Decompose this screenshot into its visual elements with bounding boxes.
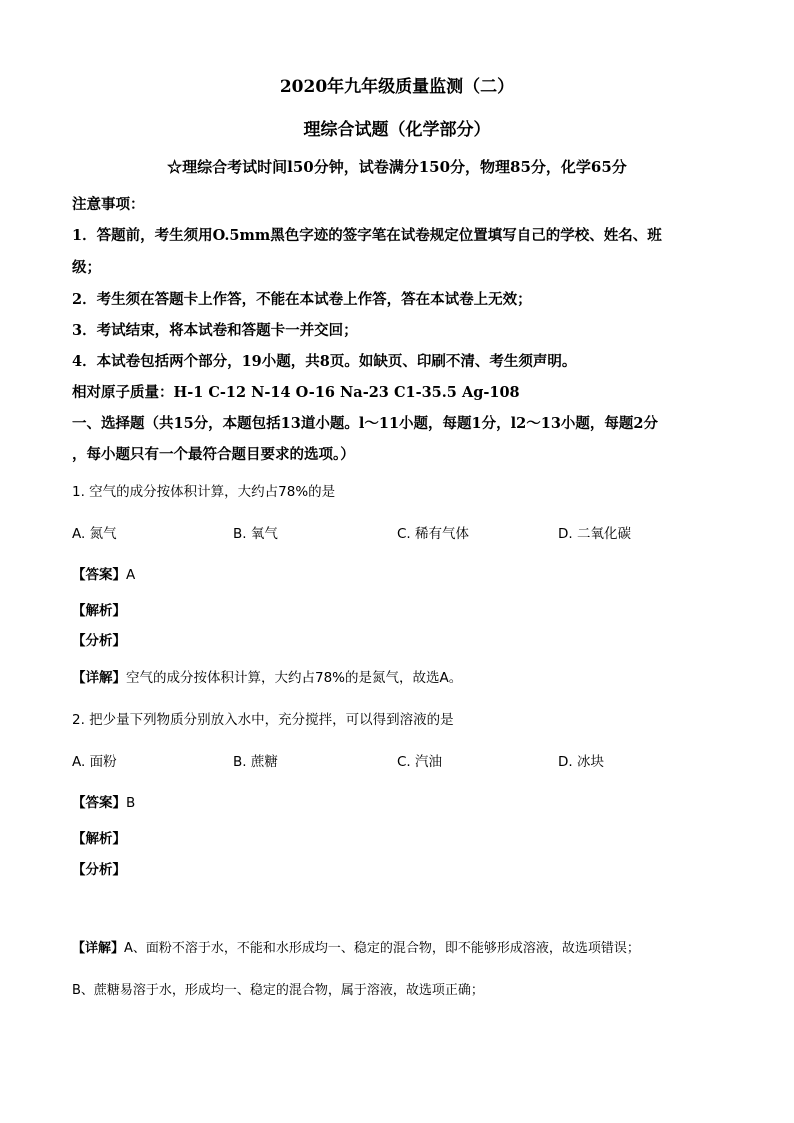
notice-item-2: 2．考生须在答题卡上作答，不能在本试卷上作答，答在本试卷上无效； [72,291,532,308]
q2-option-a: A. 面粉 [72,754,117,770]
q2-detail [72,937,640,956]
q1-jiexi-tag: 【解析】 [72,603,126,619]
q2-option-c: C. 汽油 [397,754,443,770]
q1-fenxi-tag: 【分析】 [72,633,126,649]
detail-text: A、面粉不溶于水，不能和水形成均一、稳定的混合物，即不能够形成溶液，故选项错误； [124,941,640,956]
notice-item-3: 3．考试结束，将本试卷和答题卡一并交回； [72,322,358,339]
exam-subtitle: 理综合试题（化学部分） [303,120,491,140]
q1-stem: 1. 空气的成分按体积计算，大约占78%的是 [72,484,336,500]
q2-option-d: D. 冰块 [558,754,604,770]
notice-item-1b: 级； [72,259,101,276]
q1-option-b: B. 氧气 [233,526,278,542]
answer-tag: 【答案】 [72,567,126,583]
answer-value: B [126,795,136,811]
answer-tag: 【答案】 [72,795,126,811]
exam-info: ☆理综合考试时间l50分钟，试卷满分150分，物理85分，化学65分 [167,158,627,176]
q2-answer [72,791,135,811]
q2-stem: 2. 把少量下列物质分别放入水中，充分搅拌，可以得到溶液的是 [72,712,454,728]
q1-detail [72,666,462,686]
q1-option-d: D. 二氧化碳 [558,526,631,542]
q1-option-a: A. 氮气 [72,526,117,542]
notice-item-1a: 1．答题前，考生须用O.5mm黑色字迹的签字笔在试卷规定位置填写自己的学校、姓名、班 [72,227,662,244]
q2-fenxi-tag: 【分析】 [72,862,126,878]
section-heading-1: 一、选择题（共15分，本题包括13道小题。l～11小题，每题1分，l2～13小题，每题2分 [72,415,658,432]
detail-tag: 【详解】 [72,941,125,956]
q2-option-b: B. 蔗糖 [233,754,278,770]
exam-title: 2020年九年级质量监测（二） [279,77,515,97]
q2-jiexi-tag: 【解析】 [72,831,126,847]
detail-text: 空气的成分按体积计算，大约占78%的是氮气，故选A。 [126,670,463,686]
atomic-mass: 相对原子质量：H-1 C-12 N-14 O-16 Na-23 C1-35.5 Ag-108 [72,384,520,401]
detail-tag: 【详解】 [72,670,126,686]
q1-answer [72,563,135,583]
answer-value: A [126,567,136,583]
notice-item-4: 4．本试卷包括两个部分，19小题，共8页。如缺页、印刷不清、考生须声明。 [72,353,577,370]
notice-heading: 注意事项： [72,196,145,213]
q1-option-c: C. 稀有气体 [397,526,470,542]
section-heading-2: ，每小题只有一个最符合题目要求的选项。） [72,446,355,463]
q2-detail-2: B、蔗糖易溶于水，形成均一、稳定的混合物，属于溶液，故选项正确； [72,983,484,998]
